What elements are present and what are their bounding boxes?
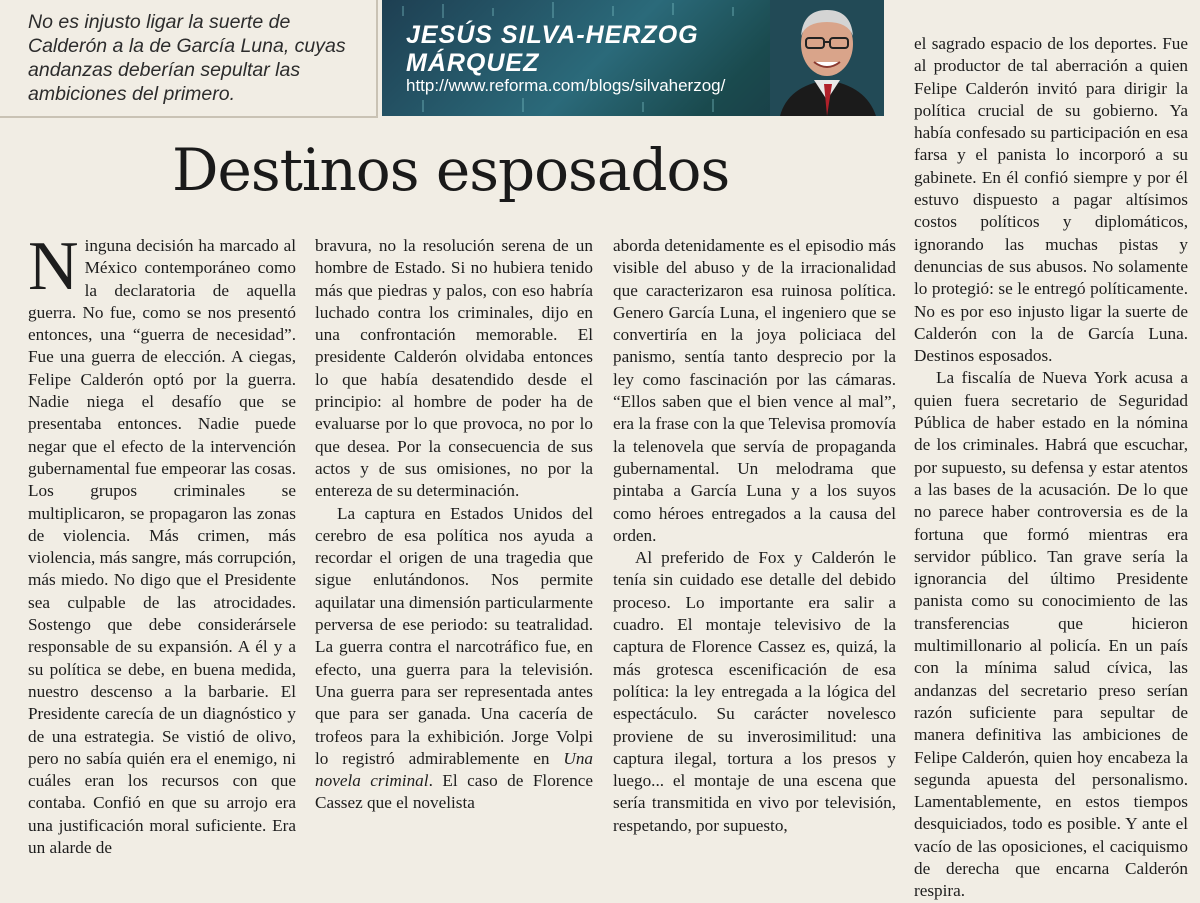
pull-quote: No es injusto ligar la suerte de Calderón a la de García Luna, cuyas andanzas deberían sepultar las ambiciones del primero.	[28, 11, 346, 105]
article-column-1	[28, 228, 296, 859]
pull-quote-box	[0, 0, 378, 118]
column-2-paragraph-2	[315, 503, 593, 815]
author-name	[406, 21, 699, 77]
author-portrait	[770, 0, 884, 116]
column-1-paragraph-1: inguna decisión ha marcado al México contemporáneo como la declaratoria de aquella guerra. No fue, como se nos presentó entonces, una “guerra de necesidad”. Fue una guerra de elección. A ciegas, Felipe Calderón optó por la guerra. Nadie niega el desafío que se presentaba entonces. Nadie puede negar que el efecto de la intervención gubernamental fue empeorar las cosas. Los grupos criminales se multiplicaron, se propagaron las zonas de violencia. Más crimen, más violencia, más sangre, más corrupción, más miedo. No digo que el Presidente sea culpable de las atrocidades. Sostengo que debe considerársele responsable de su expansión. A él y a su política se debe, en buena medida, nuestro descenso a la barbarie. El Presidente carecía de un diagnóstico y de una estrategia. Se vistió de olivo, pero no sabía quién era el enemigo, ni cuáles eran los recursos con que contaba. Confió en que su arrojo era una justificación moral suficiente. Era un alarde de	[28, 236, 296, 858]
article-column-2	[315, 235, 593, 815]
drop-cap: N	[28, 228, 79, 305]
headline: Destinos esposados	[172, 136, 730, 204]
column-2-paragraph-2-text: La captura en Estados Unidos del cerebro de esa política nos ayuda a recordar el origen de una tragedia que sigue enlutándonos. Nos permite aquilatar una dimensión particularmente perversa de ese periodo: su teatralidad. La guerra contra el narcotráfico fue, en efecto, una guerra para la televisión. Una guerra para ser representada antes que para ser ganada. Una cacería de trofeos para la exhibición. Jorge Volpi lo registró admirablemente en	[315, 503, 593, 768]
article-column-3	[613, 235, 896, 837]
column-2-paragraph-2-end: . El caso de Florence Cassez que el novelista	[315, 771, 594, 813]
column-2-paragraph-1: bravura, no la resolución serena de un hombre de Estado. Si no hubiera tenido más que piedras y palos, con eso habría luchado contra los criminales, dijo en una confrontación memorable. El presidente Calderón olvidaba entonces lo que había desatendido desde el principio: al hombre de poder ha de evaluarse por lo que provoca, no por lo que desea. Por la consecuencia de sus actos y de sus omisiones, no por la entereza de su determinación.	[315, 236, 593, 501]
author-name-line2: MÁRQUEZ	[406, 49, 540, 77]
column-3-paragraph-2: Al preferido de Fox y Calderón le tenía sin cuidado ese detalle del debido proceso. Lo importante era salir a cuadro. El montaje televisivo de la captura de Florence Cassez es, quizá, la más grotesca escenificación de esa política: la ley entregada a la lógica del espectáculo. Su carácter novelesco proviene de su inverosimilitud: una captura ilegal, tortura a los presos y luego... el montaje de una escena que sería transmitida en vivo por televisión, respetando, por supuesto,	[613, 548, 896, 835]
author-blog-url[interactable]: http://www.reforma.com/blogs/silvaherzog/	[406, 76, 726, 95]
column-4-paragraph-1: el sagrado espacio de los deportes. Fue al productor de tal aberración a quien Felipe Calderón invitó para dirigir la política crucial de su gobierno. Ya había confesado su participación en esa farsa y el panista lo incorporó a su gabinete. En él confió siempre y por él estuvo dispuesto a pagar altísimos costos políticos y diplomáticos, ignorando las muchas pistas y denuncias de sus abusos. No solamente lo protegió: se le entregó políticamente. No es por eso injusto ligar la suerte de Calderón con la de García Luna. Destinos esposados.	[914, 34, 1188, 366]
column-3-paragraph-1: aborda detenidamente es el episodio más visible del abuso y de la irracionalidad que caracterizaron esa ruinosa política. Genero García Luna, el ingeniero que se convertiría en la joya policiaca del panismo, sentía tanto desprecio por la ley como fascinación por las cámaras. “Ellos saben que el bien vence al mal”, era la frase con la que Televisa promovía la telenovela que servía de propaganda gubernamental. Un melodrama que pintaba a García Luna y a los suyos como héroes entregados a la causa del orden.	[613, 236, 896, 545]
book-title: Una novela criminal	[315, 748, 594, 791]
article-column-4	[914, 33, 1188, 903]
author-name-line1: JESÚS SILVA-HERZOG	[406, 21, 699, 49]
column-4-paragraph-2: La fiscalía de Nueva York acusa a quien fuera secretario de Seguridad Pública de haber estado en la nómina de los criminales. Habrá que escuchar, por supuesto, su defensa y estar atentos a las bases de la acusación. De lo que no parece haber controversia es de la fortuna que formó mientras era servidor público. Tan grave sería la ignorancia del último Presidente panista como su conocimiento de las transferencias que hicieron multimillonario al policía. En un país con la mínima salud cívica, las andanzas del secretario preso serían razón suficiente para sepultar de manera definitiva las ambiciones de Felipe Calderón, quien hoy encabeza la segunda apuesta del personalismo. Lamentablemente, en estos tiempos desquiciados, todo es posible. Y ante el vacío de las oposiciones, el caciquismo de derecha que encarna Calderón respira.	[914, 368, 1188, 901]
